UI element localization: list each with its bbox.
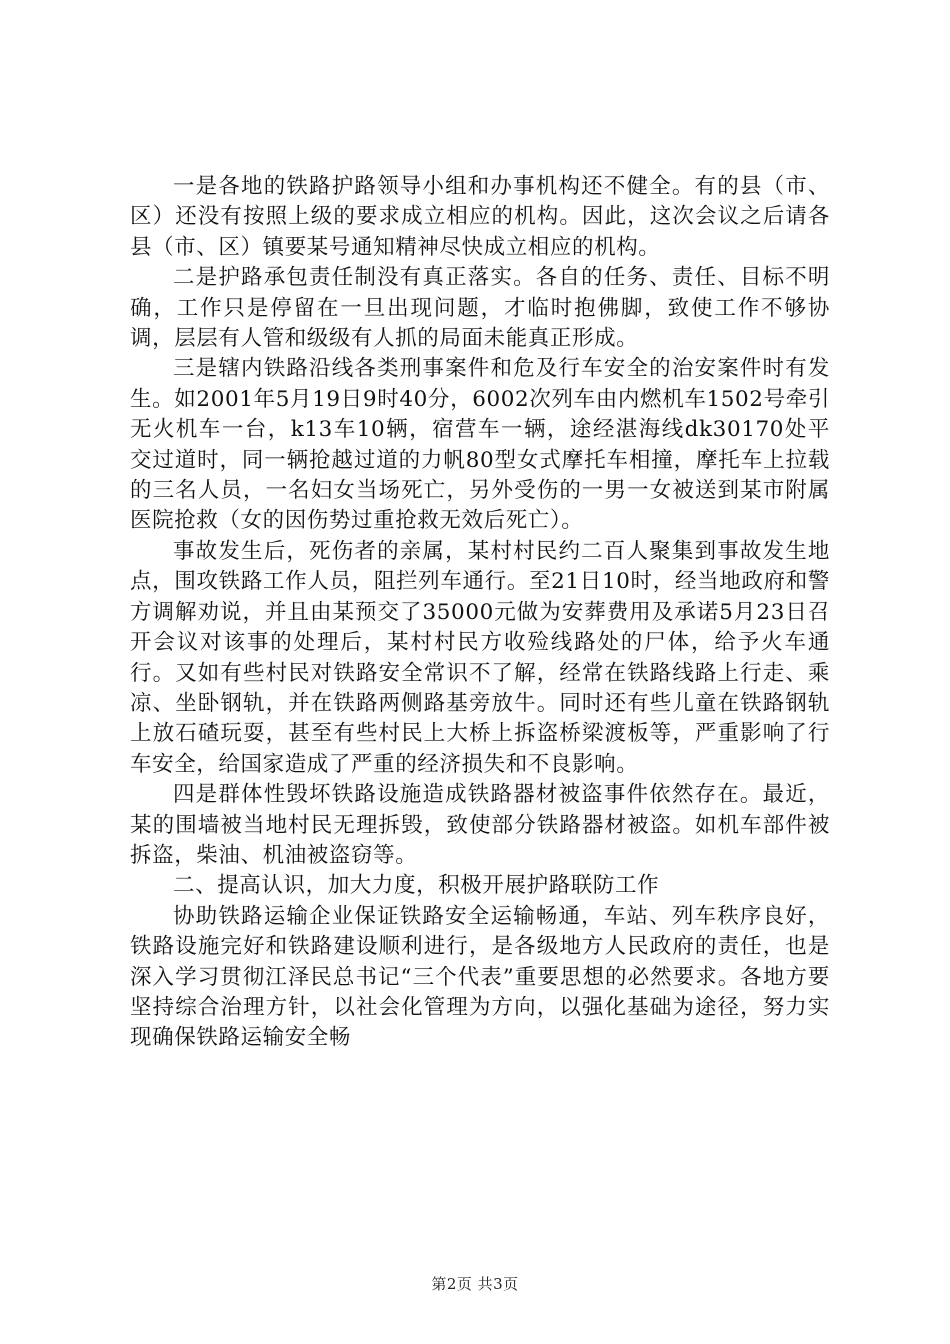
paragraph-2: 二是护路承包责任制没有真正落实。各自的任务、责任、目标不明确，工作只是停留在一旦出现问题，才临时抱佛脚，致使工作不够协调，层层有人管和级级有人抓的局面未能真正形成。 [130, 265, 830, 352]
page-footer: 第2页 共3页 [431, 1275, 519, 1293]
paragraph-1: 一是各地的铁路护路领导小组和办事机构还不健全。有的县（市、区）还没有按照上级的要求成立相应的机构。因此，这次会议之后请各县（市、区）镇要某号通知精神尽快成立相应的机构。 [130, 174, 830, 260]
section-heading: 二、提高认识，加大力度，积极开展护路联防工作 [173, 873, 660, 899]
paragraph-7: 协助铁路运输企业保证铁路安全运输畅通，车站、列车秩序良好，铁路设施完好和铁路建设顺利进行，是各级地方人民政府的责任，也是深入学习贯彻江泽民总书记“三个代表”重要思想的必然要求。各地方要坚持综合治理方针，以社会化管理为方向，以强化基础为途径，努力实现确保铁路运输安全畅 [130, 903, 830, 1051]
paragraph-4: 事故发生后，死伤者的亲属，某村村民约二百人聚集到事故发生地点，围攻铁路工作人员，阻拦列车通行。至21日10时，经当地政府和警方调解劝说，并且由某预交了35000元做为安葬费用及承诺5月23日召开会议对该事的处理后，某村村民方收殓线路处的尸体，给予火车通行。又如有些村民对铁路安全常识不了解，经常在铁路线路上行走、乘凉、坐卧钢轨，并在铁路两侧路基旁放牛。同时还有些儿童在铁路钢轨上放石碴玩耍，甚至有些村民上大桥上拆盗桥梁渡板等，严重影响了行车安全，给国家造成了严重的经济损失和不良影响。 [130, 538, 830, 777]
document-body [130, 172, 830, 1054]
paragraph-3: 三是辖内铁路沿线各类刑事案件和危及行车安全的治安案件时有发生。如2001年5月19日9时40分，6002次列车由内燃机车1502号牵引无火机车一台，k13车10辆，宿营车一辆，途经湛海线dk30170处平交过道时，同一辆抢越过道的力帆80型女式摩托车相撞，摩托车上拉载的三名人员，一名妇女当场死亡，另外受伤的一男一女被送到某市附属医院抢救（女的因伤势过重抢救无效后死亡）。 [130, 356, 830, 534]
paragraph-5: 四是群体性毁坏铁路设施造成铁路器材被盗事件依然存在。最近，某的围墙被当地村民无理拆毁，致使部分铁路器材被盗。如机车部件被拆盗，柴油、机油被盗窃等。 [130, 782, 830, 868]
